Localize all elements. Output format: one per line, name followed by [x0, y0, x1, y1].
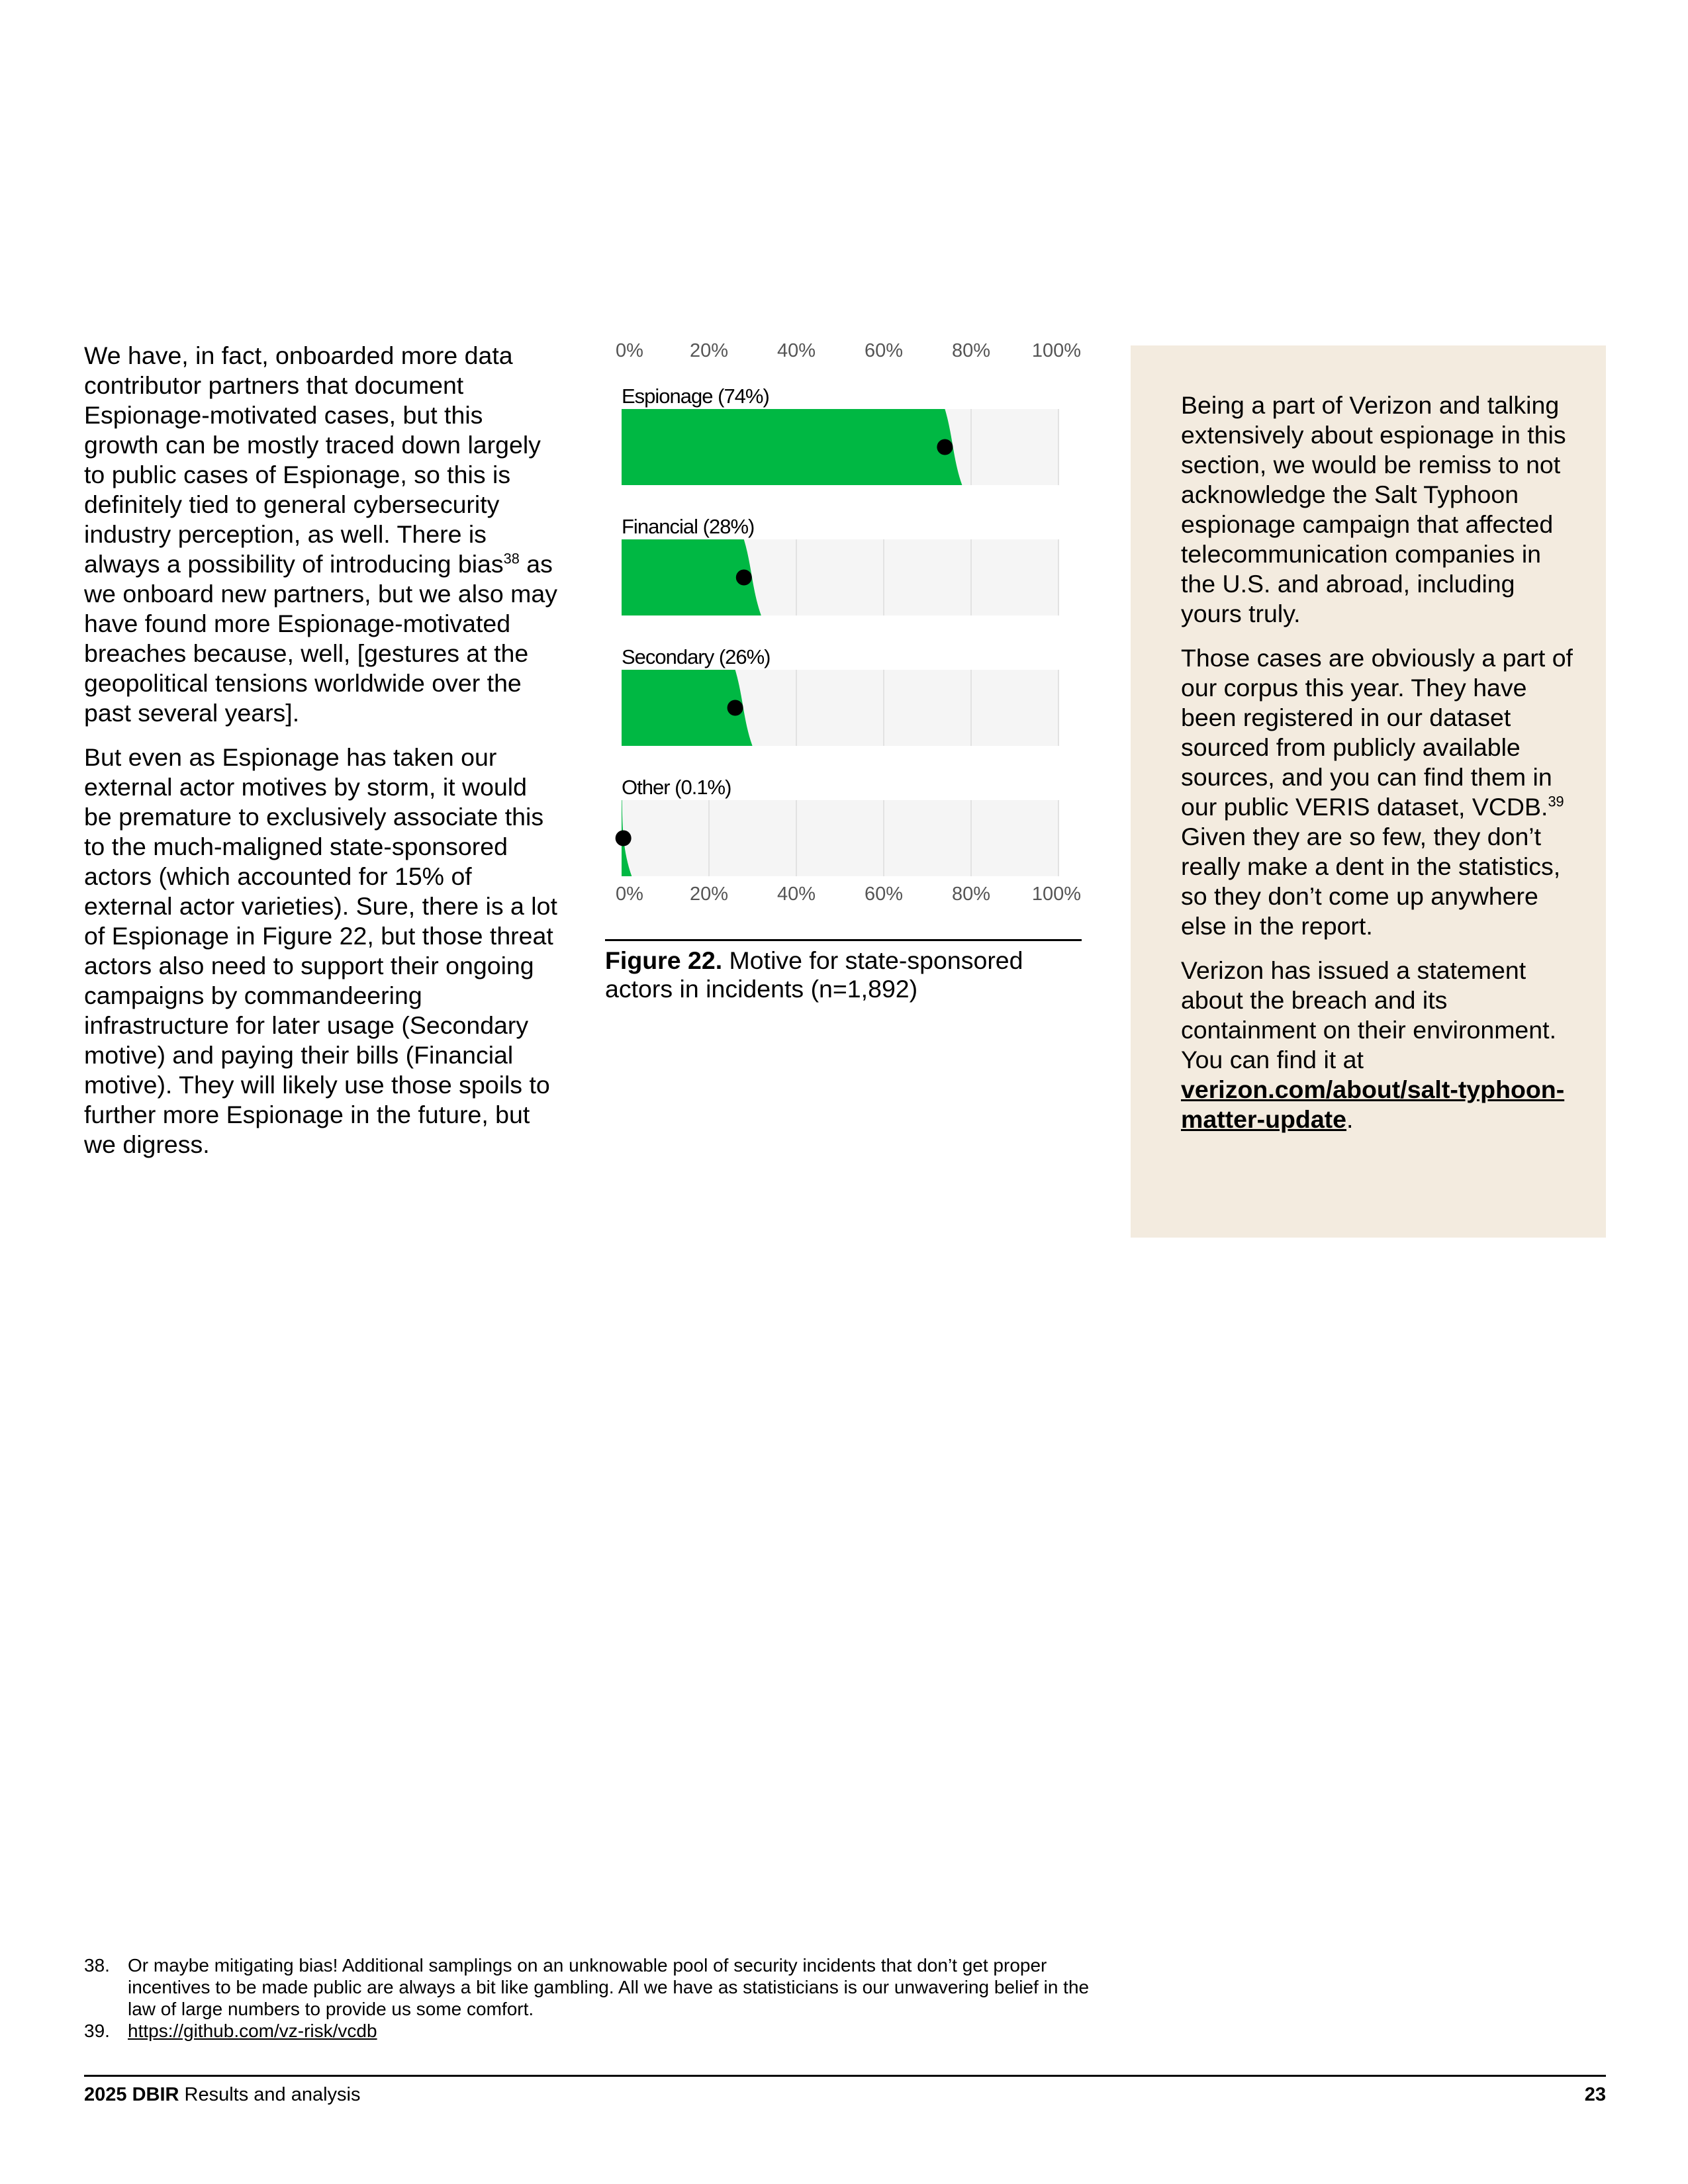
salt-typhoon-link[interactable]: verizon.com/about/salt-typhoon-matter-update	[1181, 1075, 1565, 1133]
x-tick-label-bottom: 20%	[689, 884, 729, 905]
bar	[622, 409, 962, 485]
bar-point	[727, 700, 743, 716]
footnote-number: 38.	[84, 1955, 110, 1976]
vcdb-github-link[interactable]: https://github.com/vz-risk/vcdb	[128, 2021, 377, 2041]
bar-label: Financial (28%)	[622, 515, 755, 538]
x-tick-label-bottom: 80%	[951, 884, 991, 905]
figure-rule	[605, 939, 1082, 941]
x-tick-label-top: 60%	[864, 340, 904, 361]
footer-title: 2025 DBIR Results and analysis	[84, 2084, 361, 2105]
figure-22	[605, 334, 1082, 1003]
figure-caption: Figure 22. Motive for state-sponsored actors in incidents (n=1,892)	[605, 946, 1023, 1003]
figure-number: Figure 22.	[605, 946, 723, 974]
footnotes	[84, 1954, 1090, 2042]
bar-label: Other (0.1%)	[622, 776, 731, 799]
page-number: 23	[1584, 2084, 1606, 2105]
x-tick-label-bottom: 40%	[776, 884, 816, 905]
x-tick-label-top: 20%	[689, 340, 729, 361]
bar-point	[937, 439, 953, 455]
body-paragraph-2: But even as Espionage has taken our external actor motives by storm, it would be premature to exclusively associate this to the much-maligned state-sponsored actors (which accounted for 15% of external actor varieties). Sure, there is a lot of Espionage in Figure 22, but those threat actors also need to support their ongoing campaigns by commandeering infrastructure for later usage (Secondary motive) and paying their bills (Financial motive). They will likely use those spoils to further more Espionage in the future, but we digress.	[84, 743, 557, 1158]
x-tick-label-top: 100%	[1031, 340, 1081, 361]
body-text-column	[84, 341, 561, 1174]
x-tick-label-bottom: 100%	[1031, 884, 1081, 905]
bar-point	[616, 831, 632, 846]
bar-label: Espionage (74%)	[622, 385, 769, 408]
x-tick-label-bottom: 0%	[616, 884, 643, 905]
x-tick-label-top: 40%	[776, 340, 816, 361]
body-paragraph-1: We have, in fact, onboarded more data contributor partners that document Espionage-motivated cases, but this growth can be mostly traced down largely to public cases of Espionage, so this is definitely tied to general cybersecurity industry perception, as well. There is always a possibility of introducing bias$^{38}$ as we onboard new partners, but we also may have found more Espionage-motivated breaches because, well, [gestures at the geopolitical tensions worldwide over the past several years].	[84, 341, 557, 727]
bar-track	[622, 800, 1058, 876]
x-tick-label-bottom: 60%	[864, 884, 904, 905]
motive-bar-chart	[605, 334, 1082, 905]
x-tick-label-top: 80%	[951, 340, 991, 361]
footnote-38	[84, 1954, 1090, 2020]
footer-rule	[84, 2075, 1606, 2077]
footnote-text: Or maybe mitigating bias! Additional samplings on an unknowable pool of security incidents that don’t get proper incentives to be made public are always a bit like gambling. All we have as statisticians is our unwavering belief in the law of large numbers to provide us some comfort.	[128, 1955, 1090, 2019]
bar-point	[736, 570, 752, 586]
sidebar-box	[1131, 345, 1606, 1238]
x-tick-label-top: 0%	[616, 340, 643, 361]
footnote-number: 39.	[84, 2021, 110, 2041]
footnote-ref-39[interactable]: 39	[1548, 793, 1564, 810]
bar-label: Secondary (26%)	[622, 645, 771, 668]
sidebar-paragraph-2: Those cases are obviously a part of our corpus this year. They have been registered in our dataset sourced from publicly available sources, and you can find them in our public VERIS dataset, VCDB.$^{39}$ Given they are so few, they don’t really make a dent in the statistics, so they don’t come up anywhere else in the report.	[1181, 644, 1573, 940]
sidebar-paragraph-1: Being a part of Verizon and talking extensively about espionage in this section, we would be remiss to not acknowledge the Salt Typhoon espionage campaign that affected telecommunication companies in the U.S. and abroad, including yours truly.	[1181, 391, 1566, 627]
footnote-39	[84, 2020, 1090, 2042]
footnote-ref-38[interactable]: 38	[503, 550, 520, 567]
sidebar-paragraph-3: Verizon has issued a statement about the breach and its containment on their environment. You can find it at verizon.com/about/salt-typhoon-matter-update.	[1181, 956, 1565, 1133]
